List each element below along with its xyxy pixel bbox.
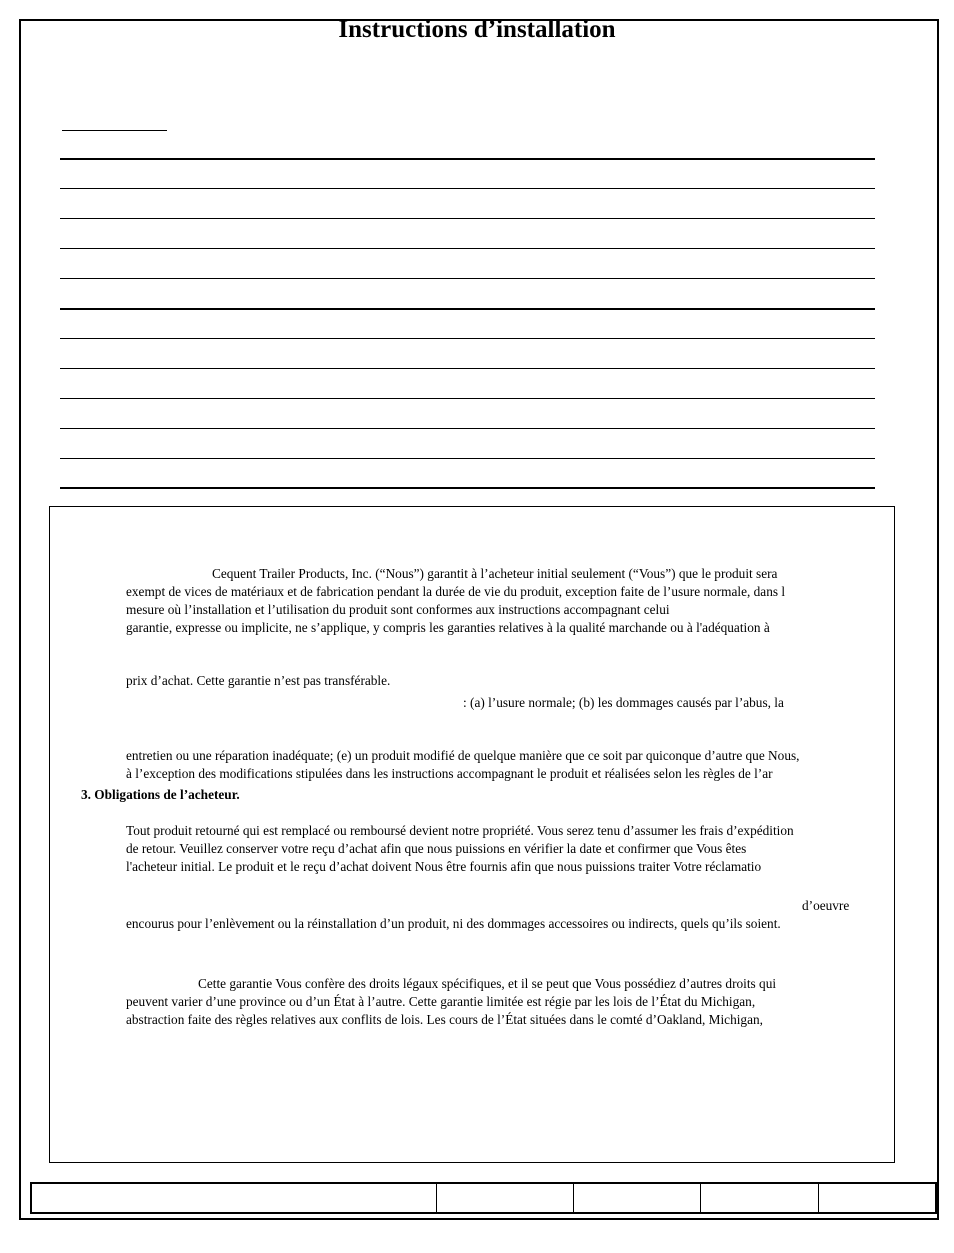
blank-line xyxy=(60,188,875,189)
warranty-para5-line2: de retour. Veuillez conserver votre reçu d’achat afin que nous puissions en vérifier la date et confirmer que Vous êtes xyxy=(126,841,747,856)
warranty-para7: encourus pour l’enlèvement ou la réinstallation d’un produit, ni des dommages accessoires ou indirects, quels qu’ils soient. xyxy=(126,916,781,931)
warranty-para8-line3: abstraction faite des règles relatives aux conflits de lois. Les cours de l’État situées dans le comté d’Oakland, Michigan, xyxy=(126,1012,763,1027)
blank-line xyxy=(60,428,875,429)
warranty-para4-line2: à l’exception des modifications stipulées dans les instructions accompagnant le produit et réalisées selon les règles de l’ar xyxy=(126,766,773,781)
footer-cell xyxy=(437,1184,574,1212)
warranty-para2: prix d’achat. Cette garantie n’est pas transférable. xyxy=(126,673,391,688)
warranty-para1-line4: garantie, expresse ou implicite, ne s’applique, y compris les garanties relatives à la qualité marchande ou à l'adéquation à xyxy=(126,620,770,635)
warranty-para1-line1: Cequent Trailer Products, Inc. (“Nous”) garantit à l’acheteur initial seulement (“Vous”) que le produit sera xyxy=(212,566,778,581)
blank-line xyxy=(60,248,875,249)
blank-line xyxy=(60,278,875,279)
warranty-para4-line1: entretien ou une réparation inadéquate; (e) un produit modifié de quelque manière que ce soit par quiconque d’autre que Nous, xyxy=(126,748,800,763)
footer-table xyxy=(30,1182,937,1214)
blank-line xyxy=(60,458,875,459)
warranty-para1-line3: mesure où l’installation et l’utilisation du produit sont conformes aux instructions accompagnant celui xyxy=(126,602,670,617)
footer-cell xyxy=(574,1184,701,1212)
warranty-para8-line2: peuvent varier d’une province ou d’un État à l’autre. Cette garantie limitée est régie par les lois de l’État du Michigan, xyxy=(126,994,756,1009)
blank-line xyxy=(60,487,875,489)
blank-line xyxy=(60,158,875,160)
warranty-para6: d’oeuvre xyxy=(802,898,850,913)
page-title: Instructions d’installation xyxy=(338,16,616,43)
warranty-para1-line2: exempt de vices de matériaux et de fabrication pendant la durée de vie du produit, exception faite de l’usure normale, dans l xyxy=(126,584,786,599)
footer-cell xyxy=(32,1184,437,1212)
footer-cell xyxy=(819,1184,935,1212)
blank-line xyxy=(60,218,875,219)
blank-line xyxy=(60,398,875,399)
footer-cell xyxy=(701,1184,819,1212)
blank-line xyxy=(60,308,875,310)
section3-heading: 3. Obligations de l’acheteur. xyxy=(81,787,240,802)
short-underline xyxy=(62,130,167,131)
warranty-para5-line3: l'acheteur initial. Le produit et le reçu d’achat doivent Nous être fournis afin que nous puissions traiter Votre réclamatio xyxy=(126,859,762,874)
warranty-para5-line1: Tout produit retourné qui est remplacé ou remboursé devient notre propriété. Vous serez tenu d’assumer les frais d’expédition xyxy=(126,823,794,838)
warranty-para3: : (a) l’usure normale; (b) les dommages causés par l’abus, la xyxy=(463,695,784,710)
warranty-para8-line1: Cette garantie Vous confère des droits légaux spécifiques, et il se peut que Vous possédiez d’autres droits qui xyxy=(198,976,777,991)
blank-line xyxy=(60,338,875,339)
blank-line xyxy=(60,368,875,369)
